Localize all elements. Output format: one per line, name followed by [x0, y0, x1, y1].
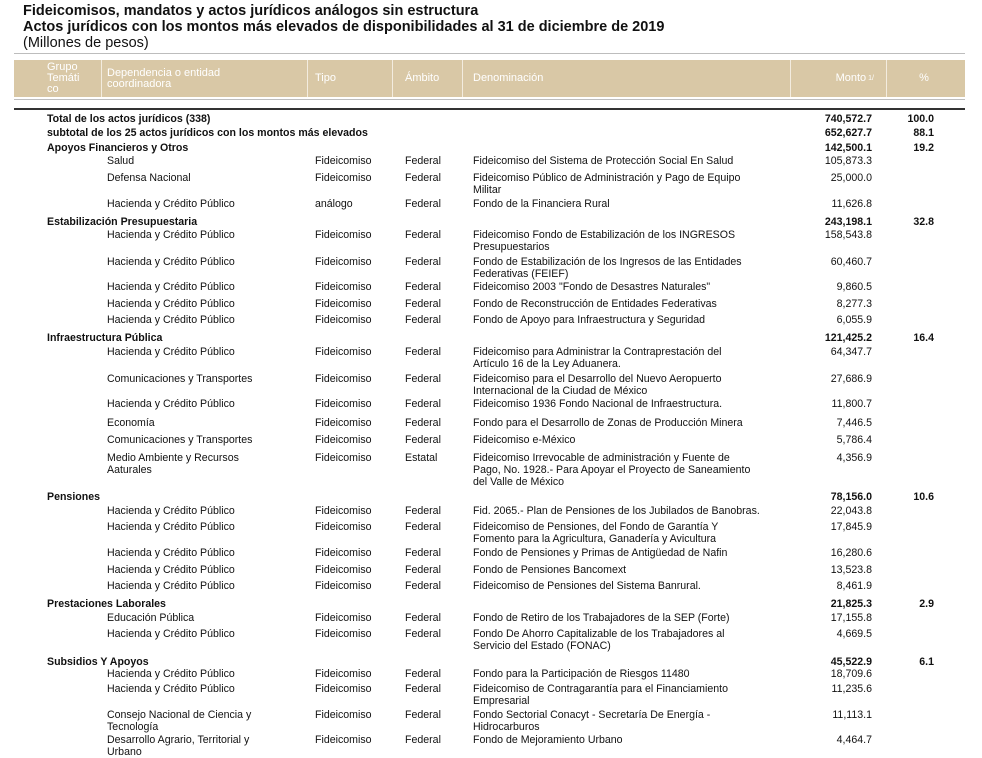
denominacion-line: Federativas (FEIEF): [473, 268, 569, 280]
pct-value: 2.9: [919, 598, 934, 610]
tipo-cell: Fideicomiso: [315, 547, 372, 559]
pct-value: 100.0: [907, 113, 934, 125]
denominacion-line: Fideicomiso de Pensiones, del Fondo de Garantía Y: [473, 521, 719, 533]
denominacion-cell: [473, 683, 728, 707]
dependencia-line: Hacienda y Crédito Público: [107, 229, 235, 241]
monto-value: 4,464.7: [836, 734, 872, 746]
header-grupo: Grupo Temáti co: [47, 61, 80, 95]
ambito-cell: Federal: [405, 198, 441, 210]
denominacion-line: Fondo de Pensiones Bancomext: [473, 564, 627, 576]
table-row: [0, 229, 982, 253]
dependencia-line: Comunicaciones y Transportes: [107, 373, 253, 385]
dependencia-line: Hacienda y Crédito Público: [107, 668, 235, 680]
denominacion-line: del Valle de México: [473, 476, 565, 488]
ambito-cell: Federal: [405, 505, 441, 517]
denominacion-cell: [473, 172, 740, 196]
ambito-cell: Federal: [405, 155, 441, 167]
total-row: [0, 127, 982, 139]
monto-value: 17,155.8: [830, 612, 872, 624]
tipo-cell: Fideicomiso: [315, 298, 372, 310]
tipo-cell: Fideicomiso: [315, 373, 372, 385]
table-row: [0, 256, 982, 280]
table-row: [0, 505, 982, 517]
monto-value: 11,626.8: [831, 198, 872, 210]
dependencia-line: Hacienda y Crédito Público: [107, 547, 235, 559]
dependencia-line: Comunicaciones y Transportes: [107, 434, 253, 446]
ambito-cell: Estatal: [405, 452, 438, 464]
denominacion-line: Fideicomiso 1936 Fondo Nacional de Infraestructura.: [473, 398, 723, 410]
header-monto-note: 1/: [868, 75, 874, 82]
tipo-cell: Fideicomiso: [315, 612, 372, 624]
denominacion-line: Presupuestarios: [473, 241, 550, 253]
header-separator: [392, 60, 393, 97]
denominacion-line: Fondo de Retiro de los Trabajadores de la SEP (Forte): [473, 612, 730, 624]
group-row: [0, 491, 982, 503]
dependencia-line: Hacienda y Crédito Público: [107, 198, 235, 210]
denominacion-line: Fideicomiso de Pensiones del Sistema Banrural.: [473, 580, 701, 592]
dependencia-line: Hacienda y Crédito Público: [107, 298, 235, 310]
tipo-cell: Fideicomiso: [315, 398, 372, 410]
top-rule: [14, 53, 965, 54]
tipo-cell: Fideicomiso: [315, 172, 372, 184]
dependencia-line: Urbano: [107, 746, 142, 758]
dependencia-cell: [107, 281, 235, 293]
ambito-cell: Federal: [405, 434, 441, 446]
denominacion-line: Fondo para el Desarrollo de Zonas de Producción Minera: [473, 417, 743, 429]
ambito-cell: Federal: [405, 709, 441, 721]
group-label: Apoyos Financieros y Otros: [47, 142, 189, 154]
dependencia-line: Hacienda y Crédito Público: [107, 398, 235, 410]
header-separator: [462, 60, 463, 97]
dependencia-line: Hacienda y Crédito Público: [107, 580, 235, 592]
tipo-cell: Fideicomiso: [315, 314, 372, 326]
header-denominacion: Denominación: [473, 72, 544, 84]
monto-value: 9,860.5: [836, 281, 872, 293]
tipo-cell: Fideicomiso: [315, 668, 372, 680]
denominacion-line: Internacional de la Ciudad de México: [473, 385, 648, 397]
denominacion-cell: [473, 398, 722, 410]
monto-value: 16,280.6: [830, 547, 872, 559]
denominacion-cell: [473, 547, 727, 559]
denominacion-line: Fideicomiso para Administrar la Contraprestación del: [473, 346, 722, 358]
ambito-cell: Federal: [405, 229, 441, 241]
denominacion-cell: [473, 612, 730, 624]
monto-value: 25,000.0: [830, 172, 872, 184]
denominacion-line: Fideicomiso e-México: [473, 434, 576, 446]
monto-value: 4,669.5: [836, 628, 872, 640]
monto-value: 652,627.7: [824, 127, 872, 139]
dependencia-cell: [107, 417, 155, 429]
table-row: [0, 398, 982, 410]
tipo-cell: análogo: [315, 198, 353, 210]
header-separator: [790, 60, 791, 97]
table-row: [0, 434, 982, 446]
monto-value: 11,113.1: [832, 709, 872, 721]
tipo-cell: Fideicomiso: [315, 683, 372, 695]
header-bottom-rule: [14, 99, 965, 100]
dependencia-line: Salud: [107, 155, 135, 167]
group-row: [0, 332, 982, 344]
denominacion-line: Fondo de Pensiones y Primas de Antigüedad de Nafin: [473, 547, 728, 559]
monto-value: 7,446.5: [836, 417, 872, 429]
denominacion-cell: [473, 521, 718, 545]
denominacion-line: Fideicomiso 2003 "Fondo de Desastres Naturales": [473, 281, 711, 293]
table-row: [0, 628, 982, 652]
denominacion-cell: [473, 505, 760, 517]
header-tipo: Tipo: [315, 72, 336, 84]
table-row: [0, 668, 982, 680]
table-row: [0, 314, 982, 326]
monto-value: 8,461.9: [836, 580, 872, 592]
dependencia-cell: [107, 628, 235, 640]
dependencia-line: Hacienda y Crédito Público: [107, 281, 235, 293]
dependencia-cell: [107, 229, 235, 241]
report-subtitle: Actos jurídicos con los montos más elevados de disponibilidades al 31 de diciembre de 2019: [23, 19, 665, 35]
tipo-cell: Fideicomiso: [315, 434, 372, 446]
monto-value: 121,425.2: [824, 332, 872, 344]
table-row: [0, 281, 982, 293]
monto-value: 17,845.9: [830, 521, 872, 533]
group-row: [0, 598, 982, 610]
denominacion-line: Artículo 16 de la Ley Aduanera.: [473, 358, 621, 370]
dependencia-cell: [107, 683, 235, 695]
dependencia-line: Hacienda y Crédito Público: [107, 505, 235, 517]
monto-value: 740,572.7: [824, 113, 872, 125]
dependencia-cell: [107, 505, 235, 517]
denominacion-cell: [473, 709, 710, 733]
tipo-cell: Fideicomiso: [315, 229, 372, 241]
denominacion-cell: [473, 298, 717, 310]
denominacion-line: Fideicomiso Irrevocable de administración y Fuente de: [473, 452, 730, 464]
denominacion-cell: [473, 564, 626, 576]
denominacion-line: Fideicomiso de Contragarantía para el Financiamiento: [473, 683, 728, 695]
denominacion-line: Fondo de Apoyo para Infraestructura y Seguridad: [473, 314, 706, 326]
dependencia-line: Defensa Nacional: [107, 172, 191, 184]
monto-value: 6,055.9: [836, 314, 872, 326]
dependencia-cell: [107, 521, 235, 533]
denominacion-cell: [473, 314, 705, 326]
denominacion-cell: [473, 668, 690, 680]
table-top-rule: [14, 108, 965, 110]
ambito-cell: Federal: [405, 734, 441, 746]
tipo-cell: Fideicomiso: [315, 505, 372, 517]
denominacion-line: Fondo para la Participación de Riesgos 11480: [473, 668, 690, 680]
total-label: subtotal de los 25 actos jurídicos con los montos más elevados: [47, 127, 368, 139]
ambito-cell: Federal: [405, 298, 441, 310]
dependencia-line: Hacienda y Crédito Público: [107, 314, 235, 326]
monto-value: 4,356.9: [836, 452, 872, 464]
group-label: Infraestructura Pública: [47, 332, 163, 344]
denominacion-line: Fondo Sectorial Conacyt - Secretaría De Energía -: [473, 709, 711, 721]
tipo-cell: Fideicomiso: [315, 564, 372, 576]
ambito-cell: Federal: [405, 628, 441, 640]
monto-value: 45,522.9: [830, 656, 872, 668]
total-row: [0, 113, 982, 125]
denominacion-cell: [473, 628, 724, 652]
tipo-cell: Fideicomiso: [315, 709, 372, 721]
report-units: (Millones de pesos): [23, 35, 149, 51]
ambito-cell: Federal: [405, 612, 441, 624]
dependencia-line: Consejo Nacional de Ciencia y: [107, 709, 252, 721]
dependencia-cell: [107, 373, 252, 385]
table-row: [0, 198, 982, 210]
monto-value: 21,825.3: [830, 598, 872, 610]
denominacion-line: Militar: [473, 184, 502, 196]
header-pct: %: [919, 72, 929, 84]
dependencia-cell: [107, 434, 252, 446]
header-separator: [307, 60, 308, 97]
dependencia-cell: [107, 298, 235, 310]
dependencia-cell: [107, 612, 194, 624]
dependencia-line: Educación Pública: [107, 612, 195, 624]
denominacion-cell: [473, 434, 575, 446]
dependencia-line: Hacienda y Crédito Público: [107, 346, 235, 358]
dependencia-line: Economía: [107, 417, 155, 429]
group-row: [0, 142, 982, 154]
denominacion-line: Fideicomiso Fondo de Estabilización de los INGRESOS: [473, 229, 736, 241]
tipo-cell: Fideicomiso: [315, 256, 372, 268]
denominacion-line: Fondo de Estabilización de los Ingresos de las Entidades: [473, 256, 742, 268]
dependencia-line: Medio Ambiente y Recursos: [107, 452, 239, 464]
table-row: [0, 734, 982, 758]
denominacion-cell: [473, 256, 742, 280]
pct-value: 16.4: [913, 332, 934, 344]
denominacion-cell: [473, 155, 733, 167]
header-monto: Monto 1/: [835, 72, 874, 84]
dependencia-line: Aaturales: [107, 464, 152, 476]
denominacion-cell: [473, 346, 721, 370]
table-row: [0, 564, 982, 576]
tipo-cell: Fideicomiso: [315, 628, 372, 640]
dependencia-line: Hacienda y Crédito Público: [107, 564, 235, 576]
dependencia-line: Tecnología: [107, 721, 159, 733]
group-label: Prestaciones Laborales: [47, 598, 166, 610]
dependencia-cell: [107, 452, 239, 476]
denominacion-cell: [473, 452, 750, 488]
ambito-cell: Federal: [405, 398, 441, 410]
denominacion-cell: [473, 198, 610, 210]
monto-value: 11,800.7: [831, 398, 872, 410]
dependencia-cell: [107, 346, 235, 358]
monto-value: 13,523.8: [830, 564, 872, 576]
ambito-cell: Federal: [405, 373, 441, 385]
group-label: Pensiones: [47, 491, 100, 503]
table-row: [0, 298, 982, 310]
dependencia-cell: [107, 256, 235, 268]
tipo-cell: Fideicomiso: [315, 417, 372, 429]
pct-value: 88.1: [913, 127, 934, 139]
tipo-cell: Fideicomiso: [315, 346, 372, 358]
denominacion-line: Fondo de la Financiera Rural: [473, 198, 610, 210]
denominacion-line: Fomento para la Agricultura, Ganadería y Avicultura: [473, 533, 717, 545]
monto-value: 8,277.3: [836, 298, 872, 310]
table-row: [0, 612, 982, 624]
group-row: [0, 216, 982, 228]
table-row: [0, 452, 982, 488]
ambito-cell: Federal: [405, 172, 441, 184]
monto-value: 78,156.0: [830, 491, 872, 503]
table-row: [0, 709, 982, 733]
header-ambito: Ámbito: [405, 72, 440, 84]
dependencia-cell: [107, 547, 235, 559]
denominacion-line: Fideicomiso Público de Administración y Pago de Equipo: [473, 172, 741, 184]
table-row: [0, 547, 982, 559]
denominacion-line: Fondo de Reconstrucción de Entidades Federativas: [473, 298, 717, 310]
monto-value: 142,500.1: [824, 142, 872, 154]
ambito-cell: Federal: [405, 346, 441, 358]
group-label: Subsidios Y Apoyos: [47, 656, 149, 668]
tipo-cell: Fideicomiso: [315, 580, 372, 592]
monto-value: 22,043.8: [830, 505, 872, 517]
dependencia-line: Desarrollo Agrario, Territorial y: [107, 734, 250, 746]
table-row: [0, 417, 982, 429]
denominacion-cell: [473, 417, 743, 429]
dependencia-cell: [107, 398, 235, 410]
tipo-cell: Fideicomiso: [315, 155, 372, 167]
ambito-cell: Federal: [405, 547, 441, 559]
report-title: Fideicomisos, mandatos y actos jurídicos análogos sin estructura: [23, 3, 479, 19]
monto-value: 5,786.4: [836, 434, 872, 446]
denominacion-line: Hidrocarburos: [473, 721, 540, 733]
table-row: [0, 683, 982, 707]
pct-value: 19.2: [913, 142, 934, 154]
denominacion-line: Fid. 2065.- Plan de Pensiones de los Jubilados de Banobras.: [473, 505, 760, 517]
monto-value: 243,198.1: [824, 216, 872, 228]
monto-value: 60,460.7: [830, 256, 872, 268]
dependencia-cell: [107, 155, 134, 167]
tipo-cell: Fideicomiso: [315, 452, 372, 464]
header-dependencia: Dependencia o entidad coordinadora: [107, 66, 221, 90]
report-title-block: [23, 3, 664, 51]
monto-value: 11,235.6: [831, 683, 872, 695]
tipo-cell: Fideicomiso: [315, 734, 372, 746]
dependencia-cell: [107, 709, 251, 733]
table-row: [0, 521, 982, 545]
group-row: [0, 656, 982, 668]
monto-value: 158,543.8: [824, 229, 872, 241]
ambito-cell: Federal: [405, 564, 441, 576]
pct-value: 10.6: [913, 491, 934, 503]
ambito-cell: Federal: [405, 580, 441, 592]
pct-value: 6.1: [919, 656, 934, 668]
denominacion-line: Servicio del Estado (FONAC): [473, 640, 611, 652]
table-row: [0, 155, 982, 167]
table-row: [0, 346, 982, 370]
monto-value: 64,347.7: [830, 346, 872, 358]
denominacion-cell: [473, 734, 623, 746]
header-separator: [886, 60, 887, 97]
group-label: Estabilización Presupuestaria: [47, 216, 198, 228]
ambito-cell: Federal: [405, 417, 441, 429]
denominacion-line: Fideicomiso del Sistema de Protección Social En Salud: [473, 155, 734, 167]
denominacion-cell: [473, 281, 710, 293]
ambito-cell: Federal: [405, 314, 441, 326]
dependencia-cell: [107, 580, 235, 592]
dependencia-cell: [107, 314, 235, 326]
monto-value: 27,686.9: [830, 373, 872, 385]
denominacion-line: Fondo de Mejoramiento Urbano: [473, 734, 623, 746]
dependencia-cell: [107, 172, 191, 184]
dependencia-line: Hacienda y Crédito Público: [107, 683, 235, 695]
ambito-cell: Federal: [405, 281, 441, 293]
dependencia-line: Hacienda y Crédito Público: [107, 628, 235, 640]
dependencia-line: Hacienda y Crédito Público: [107, 256, 235, 268]
denominacion-cell: [473, 580, 701, 592]
dependencia-line: Hacienda y Crédito Público: [107, 521, 235, 533]
ambito-cell: Federal: [405, 683, 441, 695]
pct-value: 32.8: [913, 216, 934, 228]
dependencia-cell: [107, 198, 235, 210]
ambito-cell: Federal: [405, 668, 441, 680]
denominacion-line: Fondo De Ahorro Capitalizable de los Trabajadores al: [473, 628, 725, 640]
table-row: [0, 373, 982, 397]
denominacion-line: Pago, No. 1928.- Para Apoyar el Proyecto de Saneamiento: [473, 464, 751, 476]
dependencia-cell: [107, 668, 235, 680]
ambito-cell: Federal: [405, 521, 441, 533]
monto-value: 18,709.6: [830, 668, 872, 680]
dependencia-cell: [107, 564, 235, 576]
monto-value: 105,873.3: [824, 155, 872, 167]
dependencia-cell: [107, 734, 249, 758]
denominacion-line: Empresarial: [473, 695, 530, 707]
table-header: [14, 60, 965, 97]
ambito-cell: Federal: [405, 256, 441, 268]
total-label: Total de los actos jurídicos (338): [47, 113, 211, 125]
table-row: [0, 172, 982, 196]
denominacion-cell: [473, 229, 735, 253]
tipo-cell: Fideicomiso: [315, 281, 372, 293]
header-separator: [101, 60, 102, 97]
tipo-cell: Fideicomiso: [315, 521, 372, 533]
denominacion-line: Fideicomiso para el Desarrollo del Nuevo Aeropuerto: [473, 373, 722, 385]
table-row: [0, 580, 982, 592]
denominacion-cell: [473, 373, 722, 397]
